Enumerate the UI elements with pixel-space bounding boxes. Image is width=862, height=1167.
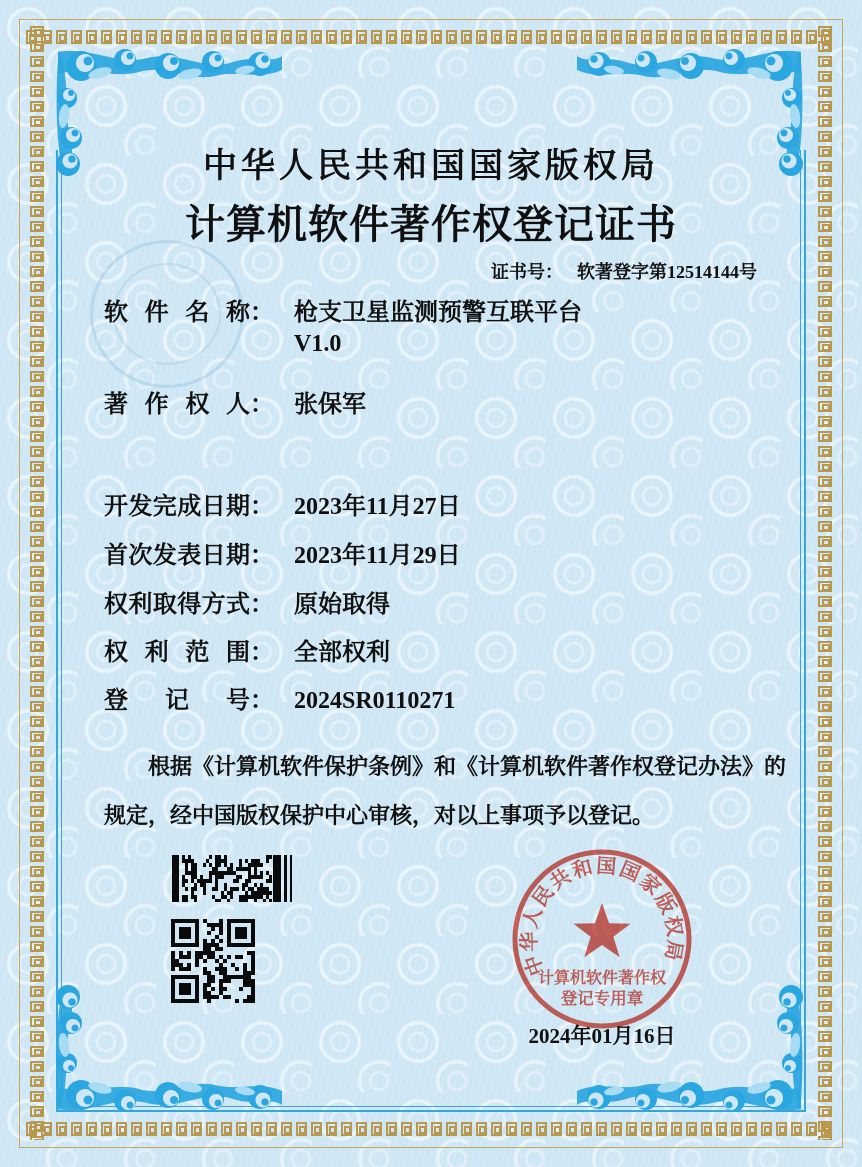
field-copyright-owner: [104, 390, 366, 421]
field-colon: ：: [250, 494, 274, 520]
field-colon: ：: [250, 543, 274, 569]
field-colon: ：: [250, 392, 274, 418]
greek-key-border-top: [26, 26, 836, 48]
seal-star-icon: [573, 903, 630, 957]
corner-flourish-bottom-left-icon: [55, 985, 285, 1115]
field-value: 2023年11月27日: [294, 494, 461, 520]
statement-line: 规定，经中国版权保护中心审核，对以上事项予以登记。: [104, 803, 655, 828]
field-label: 权利取得方式: [104, 592, 250, 618]
field-value: 枪支卫星监测预警互联平台 V1.0: [294, 298, 582, 360]
seal-text-line1: 计算机软件著作权: [537, 970, 667, 987]
seal-ring-text: 中华人民共和国国家版权局: [518, 855, 686, 979]
field-development-completed-date: [104, 492, 461, 523]
qr-code-icon: [171, 919, 255, 1003]
field-value: 张保军: [294, 392, 366, 418]
field-software-name: [104, 298, 582, 360]
field-value-line2: V1.0: [294, 331, 342, 357]
field-label: 软件名称: [104, 300, 250, 326]
field-colon: ：: [250, 688, 274, 714]
barcode-icon: [172, 855, 296, 902]
field-first-publication-date: [104, 541, 461, 572]
certificate-title: 计算机软件著作权登记证书: [185, 202, 677, 247]
field-value: 2024SR0110271: [294, 688, 456, 714]
field-rights-scope: [104, 638, 390, 669]
field-label: 登记号: [104, 688, 250, 714]
authority-title: 中华人民共和国国家版权局: [203, 148, 659, 185]
field-value: 原始取得: [294, 592, 390, 618]
field-label: 著作权人: [104, 392, 250, 418]
field-registration-number: [104, 686, 455, 717]
field-label: 首次发表日期: [104, 543, 250, 569]
field-value: 全部权利: [294, 640, 390, 666]
seal-text-line2: 登记专用章: [560, 989, 644, 1008]
official-seal-icon: [496, 833, 708, 1045]
field-value: 2023年11月29日: [294, 543, 461, 569]
field-label: 权利范围: [104, 640, 250, 666]
field-rights-acquisition-method: [104, 590, 390, 621]
field-colon: ：: [250, 592, 274, 618]
field-label: 开发完成日期: [104, 494, 250, 520]
certificate-number-value: 软著登字第12514144号: [577, 262, 757, 282]
registration-statement: [104, 742, 787, 840]
certificate-number-label: 证书号：: [491, 262, 563, 282]
issue-date: 2024年01月16日: [528, 1024, 676, 1048]
field-colon: ：: [250, 640, 274, 666]
certificate-number: [491, 258, 757, 284]
field-colon: ：: [250, 300, 274, 326]
statement-line: 根据《计算机软件保护条例》和《计算机软件著作权登记办法》的: [148, 754, 787, 779]
greek-key-border-bottom: [26, 1118, 836, 1140]
